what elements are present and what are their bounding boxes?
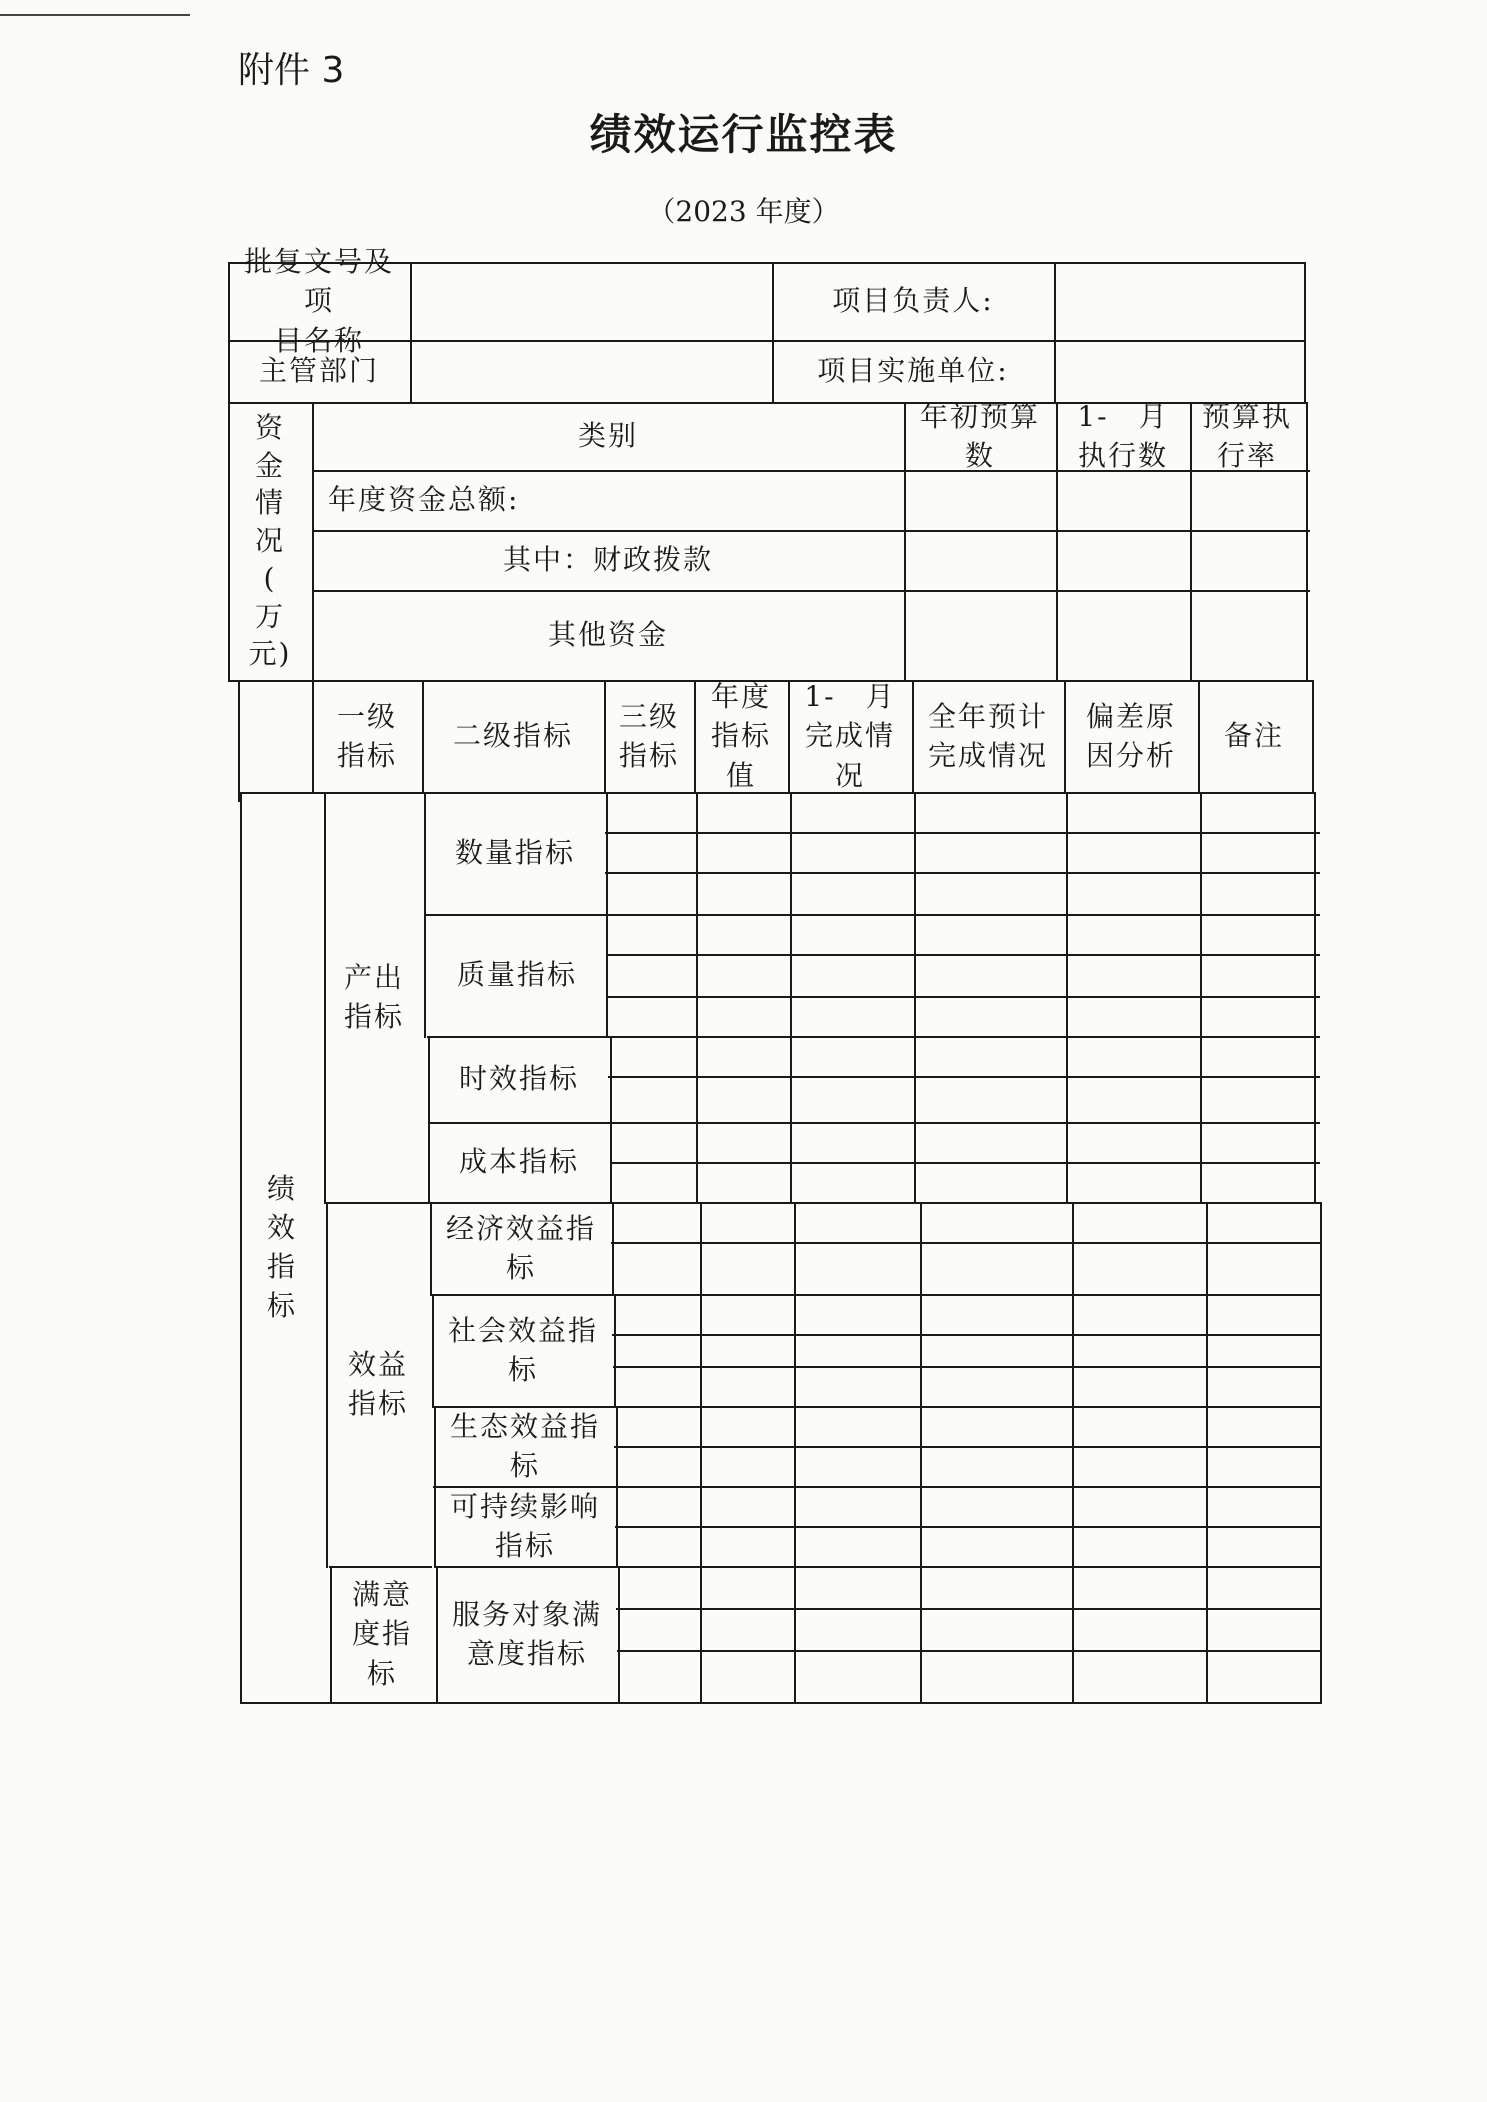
page-title: 绩效运行监控表: [589, 110, 898, 159]
col-deviation-header: 偏差原 因分析: [1085, 699, 1176, 772]
dept-label: 主管部门: [258, 354, 379, 388]
grid-line-v: [790, 792, 792, 1204]
grid-line-v: [614, 1294, 616, 1408]
social-indicator: 社会效益指 标: [447, 1313, 598, 1386]
unit-label: 项目实施单位:: [817, 354, 1009, 388]
col-progress-header: 1- 月 完成情 况: [804, 680, 896, 792]
grid-line-v: [696, 792, 698, 1204]
grid-line-v: [1312, 680, 1314, 794]
grid-line-v: [1066, 792, 1068, 1204]
col-remark-header: 备注: [1223, 719, 1284, 753]
grid-line-h: [605, 832, 1320, 834]
grid-line-h: [614, 1486, 1320, 1488]
quantity-indicator: 数量指标: [454, 836, 575, 870]
timeliness-indicator: 时效指标: [458, 1062, 579, 1096]
grid-line-h: [612, 1334, 1320, 1336]
budget-header: 年初预算 数: [919, 399, 1040, 472]
grid-line-h: [610, 1162, 1320, 1164]
dept-input-cell[interactable]: [410, 340, 772, 402]
leader-label: 项目负责人:: [832, 284, 994, 318]
grid-line-h: [616, 1566, 1320, 1568]
table-right-border: [1320, 1202, 1322, 1704]
grid-line-v: [1072, 1202, 1074, 1704]
grid-line-v: [610, 1036, 612, 1204]
grid-line-v: [794, 1202, 796, 1704]
approval-label: 批复文号及项 目名称: [243, 245, 394, 357]
other-funds-label: 其他资金: [547, 618, 668, 652]
grid-line-v: [700, 1202, 702, 1704]
rate-header: 预算执 行率: [1201, 399, 1292, 472]
leader-input-cell[interactable]: [1054, 262, 1304, 340]
grid-line-h: [608, 1036, 1320, 1038]
grid-line-h: [613, 1406, 1320, 1408]
grid-line-h: [615, 1526, 1320, 1528]
service-indicator: 服务对象满 意度指标: [451, 1597, 602, 1670]
funds-side-label: 资 金 情 况 ( 万 元): [248, 410, 292, 671]
grid-line-v: [1200, 792, 1202, 1204]
grid-line-v: [1306, 402, 1308, 682]
benefit-indicators-label: 效益 指标: [347, 1347, 408, 1420]
col-level3-header: 三级 指标: [618, 699, 679, 772]
dept-label-cell: [228, 340, 410, 402]
grid-line-h: [611, 1242, 1320, 1244]
category-header: 类别: [577, 419, 638, 453]
grid-line-h: [609, 1122, 1320, 1124]
col-forecast-header: 全年预计 完成情况: [927, 699, 1048, 772]
satisfaction-indicators-label: 满意 度指 标: [351, 1578, 412, 1690]
approval-input-cell[interactable]: [410, 262, 772, 340]
attachment-label: 附件 3: [238, 50, 345, 91]
grid-line-h: [617, 1650, 1320, 1652]
leader-label-cell: [772, 262, 1054, 340]
grid-line-v: [238, 680, 240, 802]
grid-line-v: [616, 1406, 618, 1568]
total-funds-label: 年度资金总额:: [328, 483, 520, 517]
table-bottom-border: [240, 1702, 1322, 1704]
year-subtitle: （2023 年度）: [647, 195, 840, 228]
grid-line-v: [1314, 792, 1316, 1204]
fiscal-funds-label: 其中：财政拨款: [502, 543, 713, 577]
economic-indicator: 经济效益指 标: [445, 1211, 596, 1284]
grid-line-v: [618, 1566, 620, 1704]
grid-line-v: [612, 1202, 614, 1296]
output-indicators-label: 产出 指标: [343, 960, 404, 1033]
col-level1-header: 一级 指标: [336, 699, 397, 772]
grid-line-h: [613, 1366, 1320, 1368]
grid-line-h: [607, 996, 1320, 998]
grid-line-v: [1304, 262, 1306, 404]
grid-line-v: [920, 1202, 922, 1704]
grid-line-h: [605, 872, 1320, 874]
unit-input-cell[interactable]: [1054, 340, 1304, 402]
grid-line-h: [606, 914, 1320, 916]
grid-line-v: [914, 792, 916, 1204]
sustainable-indicator: 可持续影响 指标: [449, 1489, 600, 1562]
cost-indicator: 成本指标: [458, 1145, 579, 1179]
grid-line-h: [616, 1608, 1320, 1610]
col-level2-header: 二级指标: [452, 719, 573, 753]
grid-line-h: [610, 1202, 1320, 1204]
col-target-header: 年度 指标 值: [710, 680, 771, 792]
grid-line-h: [612, 1294, 1320, 1296]
quality-indicator: 质量指标: [456, 958, 577, 992]
grid-line-h: [606, 954, 1320, 956]
unit-label-cell: [772, 340, 1054, 402]
approval-label-cell: [228, 245, 410, 357]
ecological-indicator: 生态效益指 标: [449, 1409, 600, 1482]
indicators-side-label: 绩 效 指 标: [266, 1171, 297, 1323]
grid-line-h: [608, 1076, 1320, 1078]
executed-header: 1- 月 执行数: [1077, 399, 1169, 472]
grid-line-v: [1206, 1202, 1208, 1704]
grid-line-h: [614, 1446, 1320, 1448]
scan-top-line: [0, 14, 190, 16]
